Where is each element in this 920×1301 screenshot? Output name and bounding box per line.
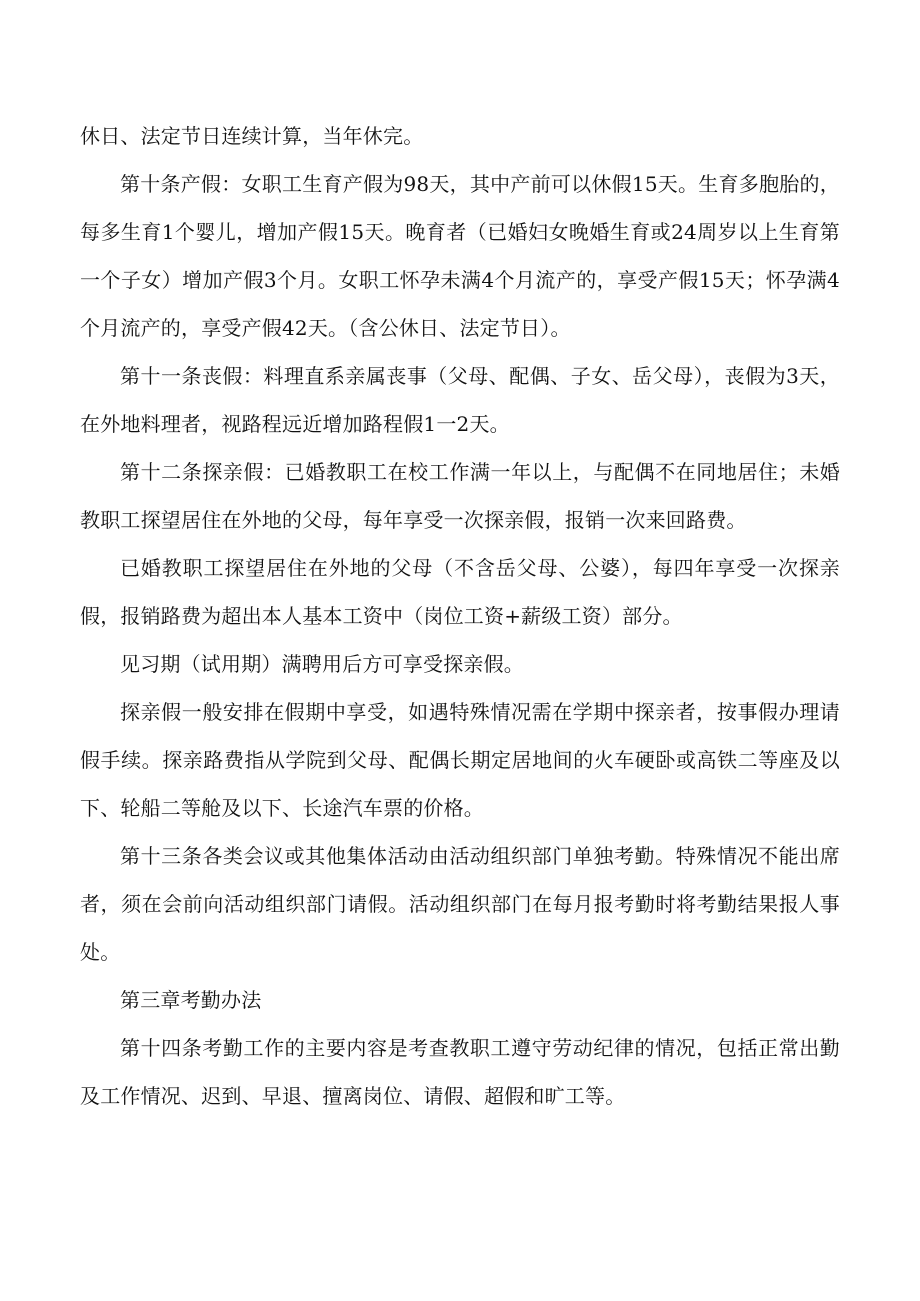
paragraph-article-12: 第十二条探亲假：已婚教职工在校工作满一年以上，与配偶不在同地居住；未婚教职工探望居住在外地的父母，每年享受一次探亲假，报销一次来回路费。 [80, 460, 840, 532]
chapter-heading: 第三章考勤办法 [120, 988, 262, 1012]
document-page [80, 112, 840, 1120]
paragraph-article-14: 第十四条考勤工作的主要内容是考查教职工遵守劳动纪律的情况，包括正常出勤及工作情况、迟到、早退、擅离岗位、请假、超假和旷工等。 [80, 1036, 840, 1108]
paragraph-continuation: 休日、法定节日连续计算，当年休完。 [80, 124, 424, 148]
paragraph-article-13: 第十三条各类会议或其他集体活动由活动组织部门单独考勤。特殊情况不能出席者，须在会前向活动组织部门请假。活动组织部门在每月报考勤时将考勤结果报人事处。 [80, 844, 840, 964]
paragraph-home-leave-schedule: 探亲假一般安排在假期中享受，如遇特殊情况需在学期中探亲者，按事假办理请假手续。探亲路费指从学院到父母、配偶长期定居地间的火车硬卧或高铁二等座及以下、轮船二等舱及以下、长途汽车票的价格。 [80, 700, 840, 820]
paragraph-article-10: 第十条产假：女职工生育产假为98天，其中产前可以休假15天。生育多胞胎的，每多生育1个婴儿，增加产假15天。晚育者（已婚妇女晚婚生育或24周岁以上生育第一个子女）增加产假3个月。女职工怀孕未满4个月流产的，享受产假15天；怀孕满4个月流产的，享受产假42天。（含公休日、法定节日）。 [80, 172, 840, 340]
paragraph-article-11: 第十一条丧假：料理直系亲属丧事（父母、配偶、子女、岳父母），丧假为3天，在外地料理者，视路程远近增加路程假1一2天。 [80, 364, 840, 436]
paragraph-probation: 见习期（试用期）满聘用后方可享受探亲假。 [120, 652, 524, 676]
paragraph-home-leave-parents: 已婚教职工探望居住在外地的父母（不含岳父母、公婆），每四年享受一次探亲假，报销路费为超出本人基本工资中（岗位工资+薪级工资）部分。 [80, 556, 840, 628]
